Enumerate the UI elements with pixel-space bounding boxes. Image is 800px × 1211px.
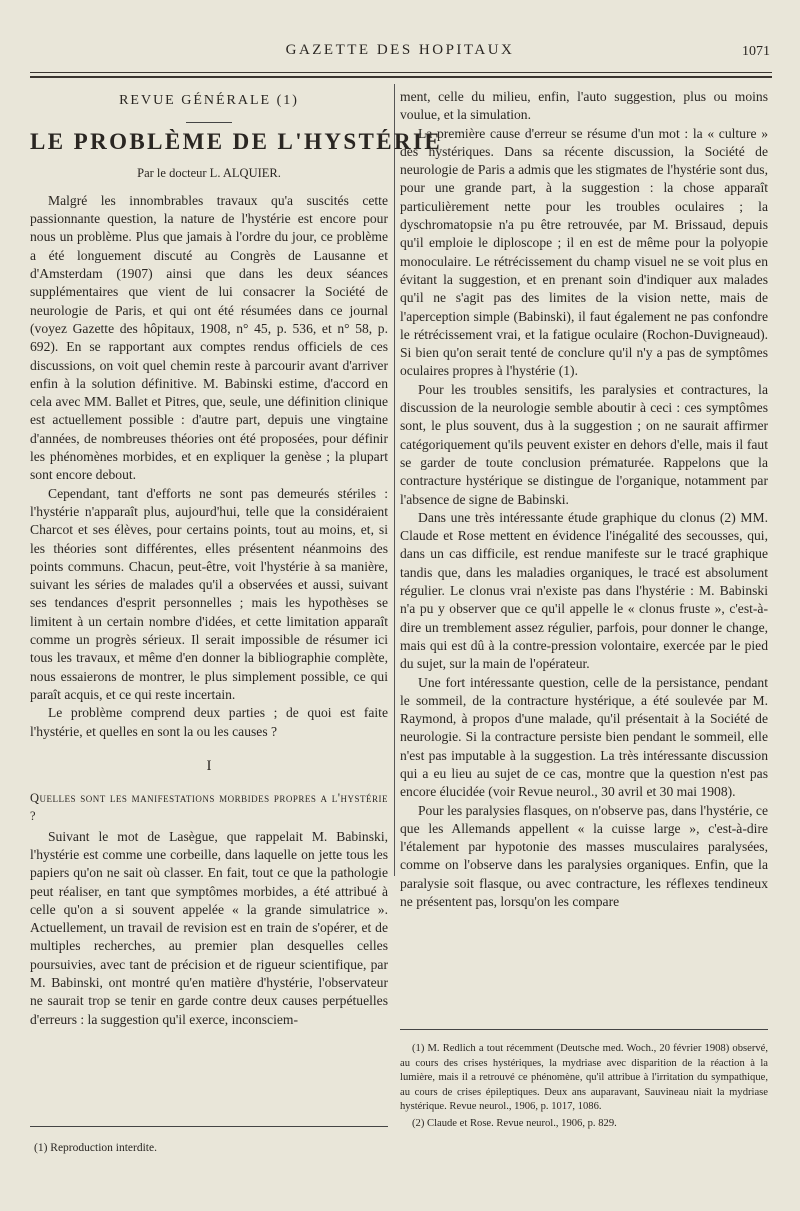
byline: Par le docteur L. ALQUIER.	[137, 165, 281, 180]
paragraph: Pour les troubles sensitifs, les paralysies et contractures, la discussion de la neurologie semble aboutir à ceci : ces symptômes sont, le plus souvent, dus à la suggestion ; on ne saurait affirmer catégoriquement qu'ils peuvent exister en dehors d'elle, mais il faut se garder de toute conclusion prématurée. Rappelons que la contracture hystérique se distingue de l'organique, notamment par l'absence de signe de Babinski.	[400, 381, 768, 507]
article-title: LE PROBLÈME DE L'HYSTÉRIE	[30, 129, 443, 155]
paragraph: Malgré les innombrables travaux qu'a suscités cette passionnante question, la nature de l'hystérie est encore pour nous un problème. Plus que jamais à l'ordre du jour, ce problème a été longuement discuté au Congrès de Lausanne et d'Amsterdam (1907) ainsi que dans les deux séances supplémentaires que vient de lui consacrer la Société de neurologie de Paris, et qui ont été résumées dans ce journal (voyez Gazette des hôpitaux, 1908, n° 45, p. 536, et n° 58, p. 692). En se rapportant aux comptes rendus officiels de ces discussions, on voit quel chemin reste à parcourir avant d'arriver enfin à la solution définitive. M. Babinski estime, d'accord en cela avec MM. Ballet et Pitres, que, seule, une définition clinique est actuellement possible : d'autre part, depuis une vingtaine d'années, de nombreuses théories ont été proposées, pour définir les phénomènes morbides, et en expliquer la genèse ; la plupart sont encore debout.	[30, 192, 388, 483]
footnote: (2) Claude et Rose. Revue neurol., 1906, p. 829.	[412, 1117, 617, 1129]
section-number: I	[206, 757, 212, 774]
section-heading-text: Quelles sont les manifestations morbides propres a l'hystérie ?	[30, 791, 388, 824]
left-column	[30, 88, 443, 1029]
paragraph-continued: ment, celle du milieu, enfin, l'auto suggestion, plus ou moins voulue, et la simulation.	[400, 89, 768, 123]
footnote: (1) M. Redlich a tout récemment (Deutsche med. Woch., 20 février 1908) observé, au cours des crises hystériques, la mydriase avec disparition de la réaction à la lumière, mais il a retrouvé ce phénomène, qu'il attribue à l'irritation du sympathique, au cours de crises épileptiques. Deux ans auparavant, Sauvineau niait la mydriase hystérique. Revue neurol., 1906, p. 1017, 1086.	[400, 1043, 768, 1113]
section-heading	[30, 789, 388, 826]
paragraph: Le problème comprend deux parties ; de quoi est faite l'hystérie, et quelles en sont la ou les causes ?	[30, 705, 388, 739]
paragraph: Dans une très intéressante étude graphique du clonus (2) MM. Claude et Rose mettent en évidence l'inégalité des secousses, qui, dans un cas difficile, est rendue manifeste sur le tracé graphique tandis que, dans les maladies organiques, le tracé est absolument régulier. Le clonus vrai n'existe pas dans l'hystérie : M. Babinski n'a pu y observer que ce qu'il appelle le « clonus fruste », c'est-à-dire un tremblement assez régulier, parfois, pour donner le change, mais qui est dû à la contre-pression volontaire, exercée par le pied du sujet, sur la main de l'opérateur.	[400, 509, 768, 672]
paragraph: Cependant, tant d'efforts ne sont pas demeurés stériles : l'hystérie n'apparaît plus, aujourd'hui, telle que la considéraient Charcot et ses élèves, pour certains points, tout au moins, et, si les théories sont différentes, elles présentent néanmoins des points communs. Chacun, peut-être, voit l'hystérie à sa manière, suivant les séries de malades qu'il a observées et aussi, suivant ses tendances d'esprit personnelles ; mais les hypothèses se limitent à un certain nombre d'idées, et cette limitation apparaît comme un progrès sérieux. Il serait impossible de résumer ici tous les travaux, et même d'en donner la bibliographie complète, nous essaierons de montrer, le plus simplement possible, ce qui paraît acquis, et ce qui reste incertain.	[30, 485, 388, 702]
header-rule-thick	[30, 76, 772, 78]
right-column	[400, 88, 768, 911]
rubric-rule	[186, 122, 232, 123]
footnote-rule	[30, 1126, 388, 1127]
journal-title: GAZETTE DES HOPITAUX	[285, 42, 515, 58]
footnotes-right	[400, 1042, 768, 1134]
footnote-left: (1) Reproduction interdite.	[34, 1142, 157, 1154]
header-rule	[30, 72, 772, 73]
paragraph: Une fort intéressante question, celle de la persistance, pendant le sommeil, de la contracture hystérique, a été soulevée par M. Raymond, à propos d'une malade, qu'il présentait à la Société de neurologie. Si la contracture persiste bien pendant le sommeil, elle n'est pas imputable à la suggestion. La très intéressante discussion qui a eu lieu au sujet de ce cas, montre que la question n'est pas encore élucidée (voir Revue neurol., 30 avril et 30 mai 1908).	[400, 674, 768, 800]
paragraph: Suivant le mot de Lasègue, que rappelait M. Babinski, l'hystérie est comme une corbeille, dans laquelle on jette tous les papiers qu'on ne sait où classer. En fait, tout ce que la pathologie peut réaliser, en tant que symptômes morbides, a été attribué à celle qu'on a si souvent appelée « la grande simulatrice ». Actuellement, un travail de revision est en train de s'opérer, et de multiples recherches, au premier plan desquelles celles poursuivies, avec tant de précision et de rigueur scientifique, par M. Babinski, ont montré qu'en matière d'hystérie, l'observateur ne saurait trop se tenir en garde contre deux causes perpétuelles d'erreurs : la suggestion qu'il exerce, inconsciem-	[30, 828, 388, 1027]
page-number: 1071	[742, 44, 770, 59]
paragraph: La première cause d'erreur se résume d'un mot : la « culture » des hystériques. Dans sa récente discussion, la Société de neurologie de Paris a admis que les stigmates de l'hystérie sont dus, pour une grande part, à la suggestion : la chose apparaît particulièrement nette pour les troubles oculaires ; la dyschromatopsie n'a pu être retrouvée, par M. Brissaud, depuis qu'il emploie le diploscope ; il en est de même pour la polyopie monoculaire. Le rétrécissement du champ visuel ne se voit plus en évitant la suggestion, et en prenant soin d'indiquer aux malades qu'il ne s'agit pas des limites de la vision nette, mais de l'aperception simple (Babinski), il faut également ne pas confondre le rétrécissement vrai, et la fatigue oculaire (Rochon-Duvigneaud). Si bien qu'on serait tenté de conclure qu'il n'y a pas de symptômes oculaires propres à l'hystérie (1).	[400, 125, 768, 379]
footnote-rule	[400, 1029, 768, 1030]
paragraph: Pour les paralysies flasques, on n'observe pas, dans l'hystérie, ce que les Allemands appellent « la cuisse large », c'est-à-dire l'étalement par hypotonie des masses musculaires paralysées, comme on l'observe dans les paralysies organiques. Enfin, que la paralysie soit flasque, ou avec contracture, les réflexes tendineux ne présentent pas, lorsqu'on les compare	[400, 802, 768, 910]
rubric: REVUE GÉNÉRALE (1)	[119, 93, 299, 108]
running-head	[30, 42, 770, 62]
column-divider	[394, 84, 395, 876]
